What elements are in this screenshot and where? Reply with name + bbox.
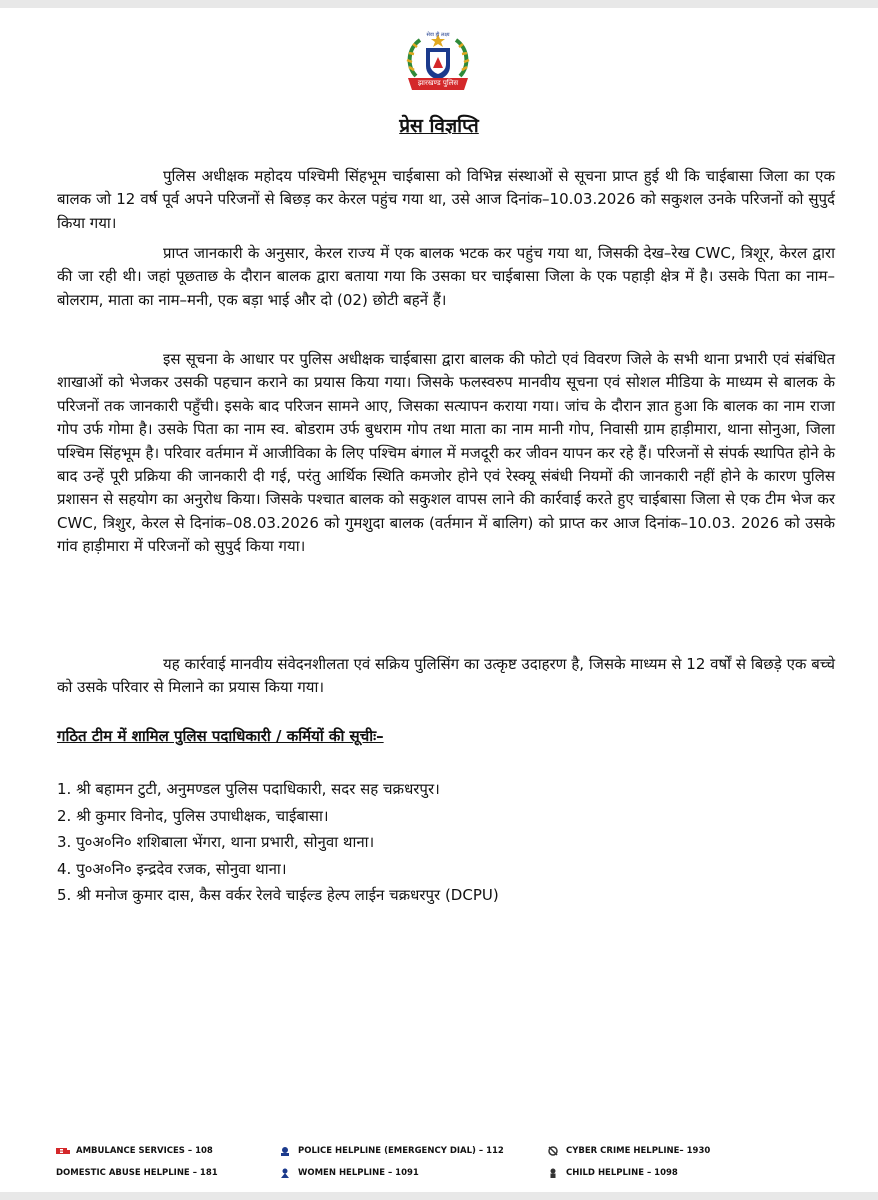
police-icon [278, 1146, 292, 1156]
child-helpline: CHILD HELPLINE – 1098 [566, 1168, 678, 1178]
domestic-helpline: DOMESTIC ABUSE HELPLINE – 181 [56, 1168, 218, 1178]
footer-police [278, 1146, 504, 1156]
footer-women [278, 1168, 419, 1178]
footer-child [546, 1168, 678, 1178]
women-helpline: WOMEN HELPLINE – 1091 [298, 1168, 419, 1178]
cyber-crime-icon [546, 1146, 560, 1156]
team-member-list [57, 776, 499, 909]
ambulance-helpline: AMBULANCE SERVICES – 108 [76, 1146, 213, 1156]
ambulance-icon [56, 1146, 70, 1156]
page-title: प्रेस विज्ञप्ति [399, 115, 479, 137]
list-item: 3. पु०अ०नि० शशिबाला भेंगरा, थाना प्रभारी, सोनुवा थाना। [57, 833, 375, 851]
list-item: 1. श्री बहामन टुटी, अनुमण्डल पुलिस पदाधिकारी, सदर सह चक्रधरपुर। [57, 780, 440, 798]
paragraph-conclusion: यह कार्रवाई मानवीय संवेदनशीलता एवं सक्रिय पुलिसिंग का उत्कृष्ट उदाहरण है, जिसके माध्यम से 12 वर्षों से बिछड़े एक बच्चे को उसके परिवार से मिलाने का प्रयास किया गया। [57, 655, 835, 697]
list-item: 2. श्री कुमार विनोद, पुलिस उपाधीक्षक, चाईबासा। [57, 806, 329, 825]
footer-domestic [56, 1168, 218, 1178]
child-icon [546, 1168, 560, 1178]
cyber-helpline: CYBER CRIME HELPLINE– 1930 [566, 1146, 711, 1156]
women-icon [278, 1168, 292, 1178]
logo-tagline: सेवा ही लक्ष्य [426, 32, 450, 38]
footer-cyber [546, 1146, 710, 1156]
paragraph-investigation: इस सूचना के आधार पर पुलिस अधीक्षक चाईबासा द्वारा बालक की फोटो एवं विवरण जिले के सभी थाना प्रभारी एवं संबंधित शाखाओं को भेजकर उसकी पहचान कराने का प्रयास किया गया। जिसके फलस्वरुप मानवीय सूचना एवं सोशल मीडिया के माध्यम से बालक के परिजनों तक जानकारी पहुँची। इसके बाद परिजन सामने आए, जिसका सत्यापन कराया गया। जांच के दौरान ज्ञात हुआ कि बालक का नाम राजा गोप उर्फ गोमा है। उसके पिता का नाम स्व. बोडराम उर्फ बुधराम गोप तथा माता का नाम मानी गोप, निवासी ग्राम हाड़ीमारा, थाना सोनुआ, जिला पश्चिम सिंहभूम है। परिवार वर्तमान में आजीविका के लिए पश्चिम बंगाल में मजदूरी कर जीवन यापन कर रहे हैं। परिजनों से संपर्क स्थापित होने के बाद उन्हें पूरी प्रक्रिया की जानकारी दी गई, परंतु आर्थिक स्थिति कमजोर होने एवं रेस्क्यू संबंधी नियमों की जानकारी नहीं होने के कारण पुलिस प्रशासन से सहयोग का अनुरोध किया। जिसके पश्चात बालक को सकुशल वापस लाने की कार्रवाई करते हुए चाईबासा जिला से एक टीम भेज कर CWC, त्रिशुर, केरल से दिनांक–08.03.2026 को गुमशुदा बालक (वर्तमान में बालिग) को प्राप्त कर आज दिनांक–10.03. 2026 को उसके गांव हाड़ीमारा में परिजनों को सुपुर्द किया गया। [57, 350, 835, 556]
logo-ribbon-text: झारखण्ड पुलिस [417, 79, 459, 87]
list-item: 5. श्री मनोज कुमार दास, कैस वर्कर रेलवे चाईल्ड हेल्प लाईन चक्रधरपुर (DCPU) [57, 886, 499, 904]
helpline-footer [0, 1136, 878, 1186]
paragraph-intro: पुलिस अधीक्षक महोदय पश्चिमी सिंहभूम चाईबासा को विभिन्न संस्थाओं से सूचना प्राप्त हुई थी कि चाईबासा जिला का एक बालक जो 12 वर्ष पूर्व अपने परिजनों से बिछड़ कर केरल पहुंच गया था, उसे आज दिनांक–10.03.2026 को सकुशल उनके परिजनों को सुपुर्द किया गया। [57, 167, 835, 232]
jharkhand-police-logo [402, 30, 474, 92]
page-top-edge [0, 0, 878, 8]
team-list-heading: गठित टीम में शामिल पुलिस पदाधिकारी / कर्मियों की सूचीः– [57, 727, 384, 745]
list-item: 4. पु०अ०नि० इन्द्रदेव रजक, सोनुवा थाना। [57, 859, 287, 878]
footer-ambulance [56, 1146, 213, 1156]
police-helpline: POLICE HELPLINE (EMERGENCY DIAL) – 112 [298, 1146, 504, 1156]
paragraph-details: प्राप्त जानकारी के अनुसार, केरल राज्य में एक बालक भटक कर पहुंच गया था, जिसकी देख–रेख CWC, त्रिशूर, केरल द्वारा की जा रही थी। जहां पूछताछ के दौरान बालक द्वारा बताया गया कि उसका घर चाईबासा जिला के एक पहाड़ी क्षेत्र में है। उसके पिता का नाम–बोलराम, माता का नाम–मनी, एक बड़ा भाई और दो (02) छोटी बहनें हैं। [57, 244, 835, 309]
page-bottom-edge [0, 1192, 878, 1200]
